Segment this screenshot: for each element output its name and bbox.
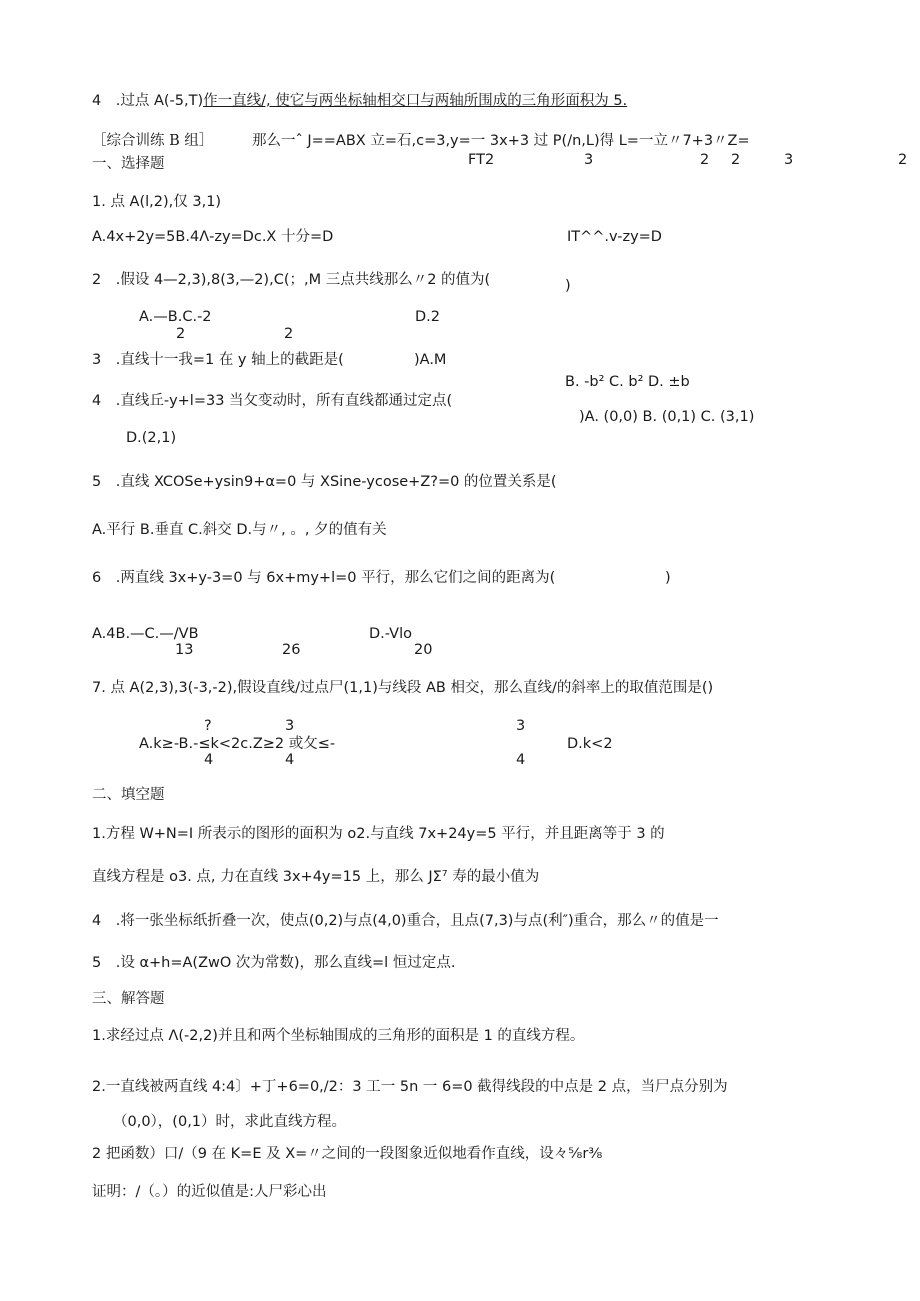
question-3-stem: 3 .直线十一我=1 在 y 轴上的截距是( — [92, 352, 344, 368]
problem-4-header — [92, 93, 627, 110]
section-1-title: 一、选择题 — [92, 156, 165, 172]
question-7-bot-4c: 4 — [516, 752, 526, 768]
section-b-sub-2c: 2 — [898, 152, 908, 168]
section-b-sub-2a: 2 — [700, 152, 710, 168]
question-7-top-3a: 3 — [285, 718, 295, 734]
question-6-stem: 6 .两直线 3x+y-3=0 与 6x+my+l=0 平行，那么它们之间的距离为( — [92, 570, 556, 586]
question-2-option-d: D.2 — [415, 309, 440, 325]
answer-2-line-1: 2.一直线被两直线 4:4〕+丁+6=0,/2：3 工一 5n 一 6=0 截得线段的中点是 2 点，当尸点分别为 — [92, 1079, 728, 1095]
question-6-close: ) — [665, 570, 671, 586]
question-7-options: A.k≥-B.-≤k<2c.Z≥2 或攵≤- — [139, 736, 336, 752]
question-2-options: A.—B.C.-2 — [139, 309, 212, 325]
section-b-sub-3a: 3 — [584, 152, 594, 168]
question-6-option-d: D.-Vlo — [369, 626, 412, 642]
section-b-text: 那么一ˆ J==ABX 立=石,c=3,y=一 3x+3 过 P(∕n,L)得 L=一立〃7+3〃Z= — [252, 133, 750, 149]
question-7-top-q: ? — [204, 718, 212, 734]
question-5-stem: 5 .直线 XCOSe+ysin9+α=0 与 XSine-ycose+Z?=0 的位置关系是( — [92, 474, 557, 490]
question-3-options: B. -b² C. b² D. ±b — [565, 374, 690, 390]
section-b-sub-2b: 2 — [731, 152, 741, 168]
section-2-title: 二、填空题 — [92, 787, 165, 803]
section-b-label: ［综合训练 B 组］ — [92, 133, 214, 149]
question-4-options: )A. (0,0) B. (0,1) C. (3,1) — [579, 409, 755, 425]
question-7-stem: 7. 点 A(2,3),3(-3,-2),假设直线/过点尸(1,1)与线段 AB 相交，那么直线/的斜率上的取值范围是() — [92, 680, 714, 696]
question-6-sub-20: 20 — [414, 642, 433, 658]
answer-1: 1.求经过点 Λ(-2,2)并且和两个坐标轴围成的三角形的面积是 1 的直线方程。 — [92, 1028, 585, 1044]
proof-line: 证明：/（。）的近似值是:人尸彩心出 — [92, 1184, 327, 1200]
question-2-sub-2a: 2 — [176, 326, 186, 342]
question-1-stem: 1. 点 A(l,2),仅 3,1) — [92, 194, 222, 210]
question-1-options-right: IT^^.v-zy=D — [567, 229, 662, 245]
question-4-option-d: D.(2,1) — [126, 430, 177, 446]
section-b-sub-ft2: FT2 — [468, 152, 495, 168]
question-7-bot-4a: 4 — [204, 752, 214, 768]
answer-2-line-2: （0,0），(0,1）时，求此直线方程。 — [113, 1114, 347, 1130]
question-6-sub-13: 13 — [175, 642, 194, 658]
question-7-bot-4b: 4 — [285, 752, 295, 768]
answer-3: 2 把函数）口/（9 在 K=E 及 X=〃之间的一段图象近似地看作直线，设々⅝r⅜ — [92, 1146, 603, 1162]
section-b-sub-3b: 3 — [784, 152, 794, 168]
question-6-options: A.4B.—C.—∕VB — [92, 626, 199, 642]
question-2-close: ) — [565, 278, 571, 294]
section-3-title: 三、解答题 — [92, 991, 165, 1007]
fill-4: 4 .将一张坐标纸折叠一次，使点(0,2)与点(4,0)重合，且点(7,3)与点(利″)重合，那么〃的值是一 — [92, 913, 719, 929]
question-3-stem-end: )A.M — [414, 352, 447, 368]
question-4-stem: 4 .直线丘-y+l=33 当攵变动时，所有直线都通过定点( — [92, 393, 453, 409]
question-7-option-d: D.k<2 — [567, 736, 613, 752]
fill-1: 1.方程 W+N=I 所表示的图形的面积为 o2.与直线 7x+24y=5 平行，并且距离等于 3 的 — [92, 826, 665, 842]
question-5-options: A.平行 B.垂直 C.斜交 D.与〃, 。, 夕的值有关 — [92, 522, 387, 538]
question-2-stem: 2 .假设 4—2,3),8(3,—2),C(；,M 三点共线那么〃2 的值为( — [92, 272, 491, 288]
question-2-sub-2b: 2 — [284, 326, 294, 342]
problem-4-header-text: 4 .过点 A(-5,T)作一直线/, 使它与两坐标轴相交口与两轴所围成的三角形面积为 5. — [92, 93, 628, 109]
question-6-sub-26: 26 — [282, 642, 301, 658]
fill-2: 直线方程是 o3. 点, 力在直线 3x+4y=15 上，那么 JΣ⁷ 寿的最小值为 — [92, 869, 540, 885]
fill-5: 5 .设 α+h=A(ZwO 次为常数)，那么直线=l 恒过定点. — [92, 955, 456, 971]
question-7-top-3b: 3 — [516, 718, 526, 734]
question-1-options: A.4x+2y=5B.4Λ-zy=Dc.X 十分=D — [92, 229, 334, 245]
